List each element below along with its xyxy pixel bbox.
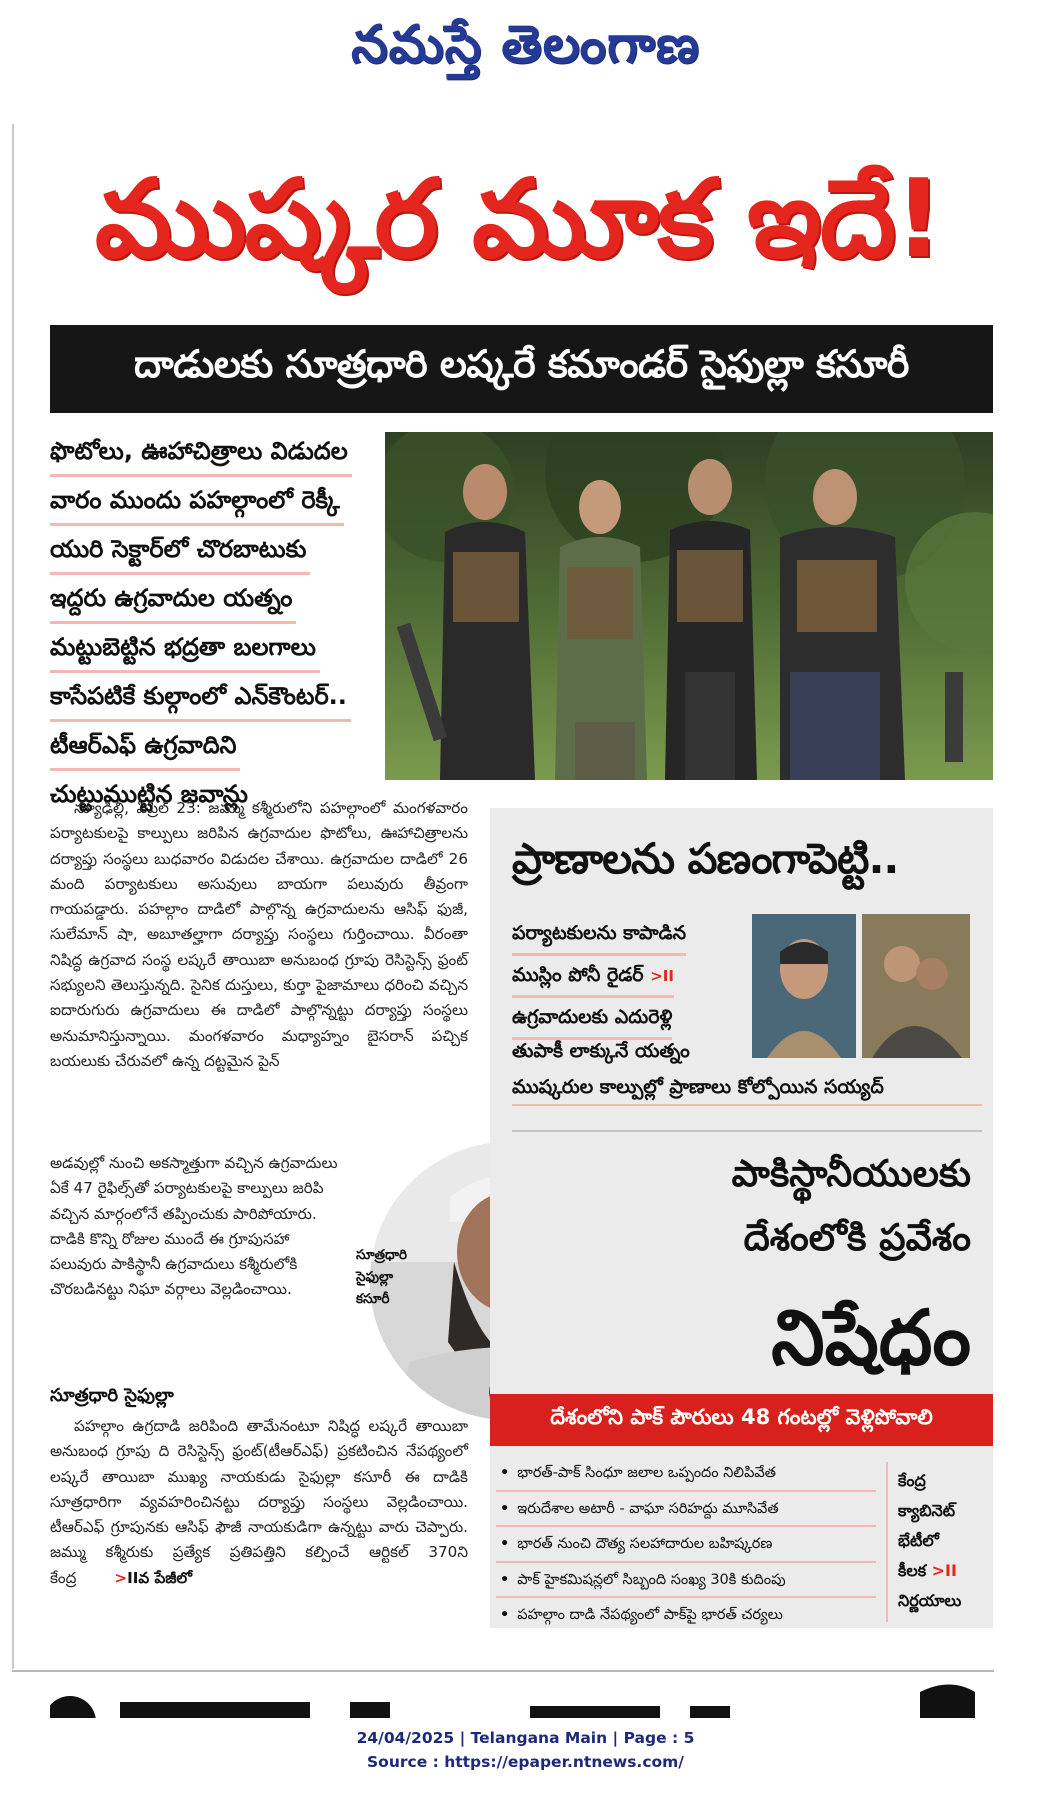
highlight-item: వారం ముందు పహల్గాంలో రెక్కీ: [50, 477, 344, 526]
divider: [512, 1130, 982, 1132]
decision-text: భారత్-పాక్ సింధూ జలాల ఒప్పందం నిలిపివేత: [517, 1465, 776, 1481]
decision-item: [496, 1456, 876, 1492]
continued-text: IIవ పేజీలో: [127, 1568, 193, 1587]
headline-text: ముష్కర మూక ఇదే!: [94, 157, 942, 282]
decision-item: [496, 1492, 876, 1528]
ban-heading-line3: నిషేధం: [771, 1293, 971, 1382]
ban-heading-line1: పాకిస్థానీయులకు: [731, 1152, 971, 1195]
caption-line: సైఫుల్లా: [356, 1269, 394, 1285]
sidebar-sub: పర్యాటకులను కాపాడిన: [512, 916, 686, 956]
label-line: భేటీలో: [898, 1531, 939, 1550]
sidebar-sub: [512, 958, 674, 998]
highlight-item: మట్టుబెట్టిన భద్రతా బలగాలు: [50, 624, 320, 673]
subheadline-text: దాడులకు సూత్రధారి లష్కరే కమాండర్ సైఫుల్లా కసూరీ: [134, 342, 909, 386]
bullet-icon: •: [500, 1465, 510, 1481]
decision-item: [496, 1563, 876, 1599]
article-body-narrow: [50, 1151, 350, 1303]
masthead: [0, 6, 1051, 84]
photo-illustration: [752, 914, 856, 1058]
bullet-icon: •: [500, 1536, 510, 1552]
article-body-second: [50, 1414, 468, 1591]
photo-illustration: [862, 914, 970, 1058]
terrorists-group-photo: [385, 432, 993, 780]
cropped-text-shapes: [50, 1682, 990, 1718]
decision-text: పాక్ హైకమిషన్లలో సిబ్బంది సంఖ్య 30కి కుదింపు: [517, 1571, 786, 1588]
portrait-caption: [356, 1244, 430, 1310]
decision-text: భారత్ నుంచి దౌత్య సలహాదారుల బహిష్కరణ: [517, 1536, 773, 1552]
main-headline: [48, 120, 988, 320]
highlight-list: [50, 428, 375, 820]
pony-rider-photo: [752, 914, 856, 1058]
highlight-item: ఇద్దరు ఉగ్రవాదుల యత్నం: [50, 575, 296, 624]
sidebar-sub: తుపాకీ లాక్కునే యత్నం: [512, 1040, 690, 1062]
footer-source-line[interactable]: Source : https://epaper.ntnews.com/: [367, 1753, 684, 1771]
section-subheading: సూత్రధారి సైఫుల్లా: [50, 1385, 174, 1406]
highlight-item: చుట్టుముట్టిన జవాన్లు: [50, 780, 248, 808]
photo-illustration: [385, 432, 993, 780]
decision-list: [496, 1456, 876, 1634]
page-ref-mark: >II: [931, 1561, 957, 1580]
bullet-icon: •: [500, 1571, 510, 1588]
sidebar-title: ప్రాణాలను పణంగాపెట్టి..: [512, 834, 899, 883]
deadline-strip: [490, 1394, 993, 1446]
bullet-icon: •: [500, 1607, 510, 1623]
decision-item: [496, 1598, 876, 1634]
cabinet-decisions-label: [898, 1466, 990, 1616]
highlight-item: యురి సెక్టార్‌లో చొరబాటుకు: [50, 526, 310, 575]
bullet-icon: •: [500, 1500, 510, 1517]
highlight-item: ఫొటోలు, ఊహాచిత్రాలు విడుదల: [50, 428, 352, 477]
highlight-item: కాసేపటికే కుల్గాంలో ఎన్‌కౌంటర్..: [50, 673, 351, 722]
footer-date-line: 24/04/2025 | Telangana Main | Page : 5: [356, 1729, 695, 1747]
next-article-cropped: [50, 1682, 990, 1718]
article-paragraph: న్యూఢిల్లీ, ఏప్రిల్ 23: జమ్ము కశ్మీరులోని పహల్గాంలో మంగళవారం పర్యాటకులపై కాల్పులు జరిపిన ఉగ్రవాదుల ఫొటోలు, ఊహాచిత్రాలను దర్యాప్తు సంస్థలు బుధవారం విడుదల చేశాయి. ఉగ్రవాదుల దాడిలో 26 మంది పర్యాటకులు అసువులు బాయగా పలువురు తీవ్రంగా గాయపడ్డారు. పహల్గాం దాడిలో పాల్గొన్న ఉగ్రవాదులను ఆసిఫ్ ఫుజీ, సులేమాన్ షా, అబూతల్హాగా దర్యాప్తు సంస్థలు గుర్తించాయి. వీరంతా నిషిద్ధ ఉగ్రవాద సంస్థ లష్కరే తాయిబా అనుబంధ గ్రూపు రెసిస్టెన్స్ ఫ్రంట్ సభ్యులని తెలుస్తున్నది. సైనిక దుస్తులు, కుర్తా పైజామాలు ధరించి వచ్చిన ఐదారుగురు ఉగ్రవాదులు ఈ దాడిలో పాల్గొన్నట్టు దర్యాప్తు సంస్థలు అనుమానిస్తున్నాయి. మంగళవారం మధ్యాహ్నం బైసరాన్ పచ్చిక బయలుకు చేరువలో ఉన్న దట్టమైన పైన్: [50, 799, 468, 1070]
article-paragraph: అడవుల్లో నుంచి అకస్మాత్తుగా వచ్చిన ఉగ్రవాదులు ఏకే 47 రైఫిల్స్‌తో పర్యాటకులపై కాల్పులు జరిపి వచ్చిన మార్గంలోనే తప్పించుకు పారిపోయారు. దాడికి కొన్ని రోజుల ముందే ఈ గ్రూపుసహా పలువురు పాకిస్థానీ ఉగ్రవాదులు కశ్మీరులోకి చొరబడినట్టు నిఘా వర్గాలు వెల్లడించాయి.: [50, 1154, 338, 1299]
deadline-text: దేశంలోని పాక్ పౌరులు 48 గంటల్లో వెళ్లిపోవాలి: [550, 1405, 933, 1429]
left-column-rule: [12, 124, 14, 1669]
highlight-item: టీఆర్‌ఎఫ్ ఉగ్రవాదిని: [50, 722, 240, 771]
continued-link[interactable]: [114, 1569, 192, 1587]
article-body: [50, 796, 468, 1074]
label-line: కీలక >II: [898, 1561, 957, 1580]
decision-separator: [886, 1462, 888, 1622]
label-line: కేంద్ర: [898, 1471, 926, 1490]
rescue-photo: [862, 914, 970, 1058]
page-footer: [0, 1726, 1051, 1774]
caption-line: సూత్రధారి: [356, 1247, 408, 1263]
masthead-title: నమస్తే తెలంగాణ: [351, 14, 700, 75]
sidebar-sub: ఉగ్రవాదులకు ఎదురెళ్లి: [512, 1000, 672, 1040]
decision-text: పహల్గాం దాడి నేపథ్యంలో పాక్‌పై భారత్ చర్యలు: [517, 1607, 783, 1623]
sidebar-line: ముష్కరుల కాల్పుల్లో ప్రాణాలు కోల్పోయిన సయ్యద్: [512, 1070, 982, 1106]
sub-text: ముస్లిం పోనీ రైడర్: [512, 964, 644, 986]
arrow-icon: >: [114, 1568, 128, 1587]
page-ref-mark: >II: [650, 967, 674, 985]
label-line: నిర్ణయాలు: [898, 1591, 962, 1610]
bottom-rule: [12, 1670, 994, 1672]
article-paragraph: పహల్గాం ఉగ్రదాడి జరిపింది తామేనంటూ నిషిద్ధ లష్కరే తాయిబా అనుబంధ గ్రూపు ది రెసిస్టెన్స్ ఫ్రంట్(టీఆర్‌ఎఫ్) ప్రకటించిన నేపథ్యంలో లష్కరే తాయిబా ముఖ్య నాయకుడు సైఫుల్లా కసూరీ ఈ దాడికి సూత్రధారిగా వ్యవహరించినట్టు దర్యాప్తు సంస్థలు వెల్లడించాయి. టీఆర్‌ఎఫ్ గ్రూపునకు ఆసిఫ్ ఫౌజీ నాయకుడిగా ఉన్నట్టు వారు చెప్పారు. జమ్ము కశ్మీరుకు ప్రత్యేక ప్రతిపత్తిని కల్పించే ఆర్టికల్ 370ని కేంద్ర: [50, 1417, 468, 1587]
subheadline-strip: [50, 325, 993, 413]
caption-line: కసూరీ: [356, 1291, 390, 1307]
decision-text: ఇరుదేశాల అటారీ - వాఘా సరిహద్దు మూసివేత: [517, 1500, 779, 1517]
decision-item: [496, 1527, 876, 1563]
label-line: క్యాబినెట్: [898, 1501, 956, 1520]
ban-heading-line2: దేశంలోకి ప్రవేశం: [743, 1216, 971, 1259]
